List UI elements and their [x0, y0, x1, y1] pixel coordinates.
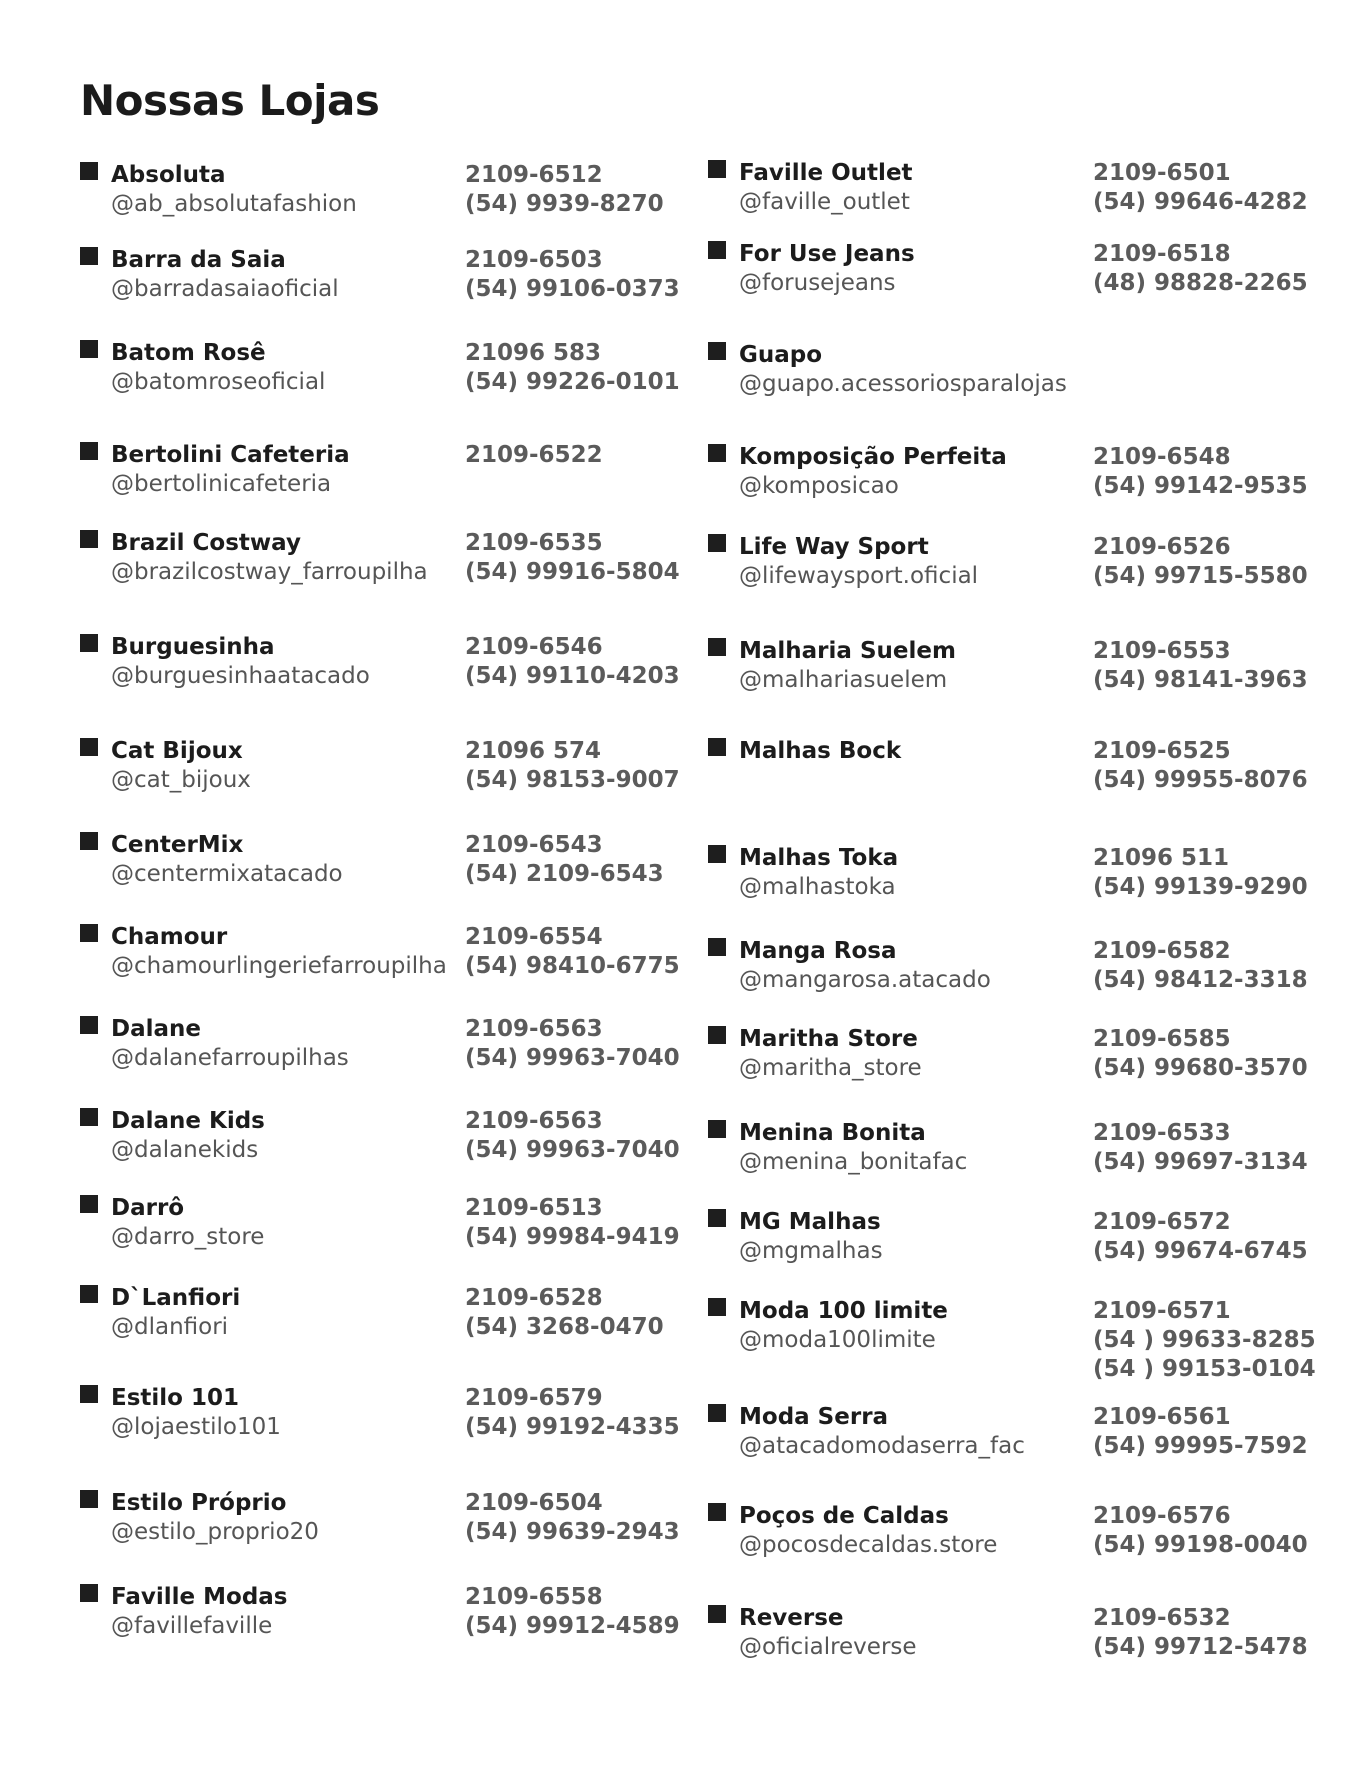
store-phone: (54) 99955-8076	[1093, 767, 1308, 793]
store-instagram-handle: @centermixatacado	[111, 861, 343, 887]
store-instagram-handle: @batomroseoficial	[111, 369, 326, 395]
store-instagram-handle: @darro_store	[111, 1224, 265, 1250]
store-phone: (54) 99995-7592	[1093, 1433, 1308, 1459]
square-bullet-icon	[80, 1195, 98, 1213]
store-phone: 2109-6533	[1093, 1120, 1231, 1146]
store-instagram-handle: @malhariasuelem	[739, 667, 948, 693]
store-phone: (54 ) 99153-0104	[1093, 1356, 1316, 1382]
store-instagram-handle: @pocosdecaldas.store	[739, 1532, 998, 1558]
store-phone: (54) 99963-7040	[465, 1045, 680, 1071]
square-bullet-icon	[708, 1404, 726, 1422]
store-instagram-handle: @cat_bijoux	[111, 767, 251, 793]
store-name: Manga Rosa	[739, 938, 897, 964]
store-instagram-handle: @forusejeans	[739, 270, 896, 296]
square-bullet-icon	[80, 442, 98, 460]
store-phone: (54) 99646-4282	[1093, 189, 1308, 215]
store-name: Faville Outlet	[739, 160, 913, 186]
store-phone: (54) 2109-6543	[465, 861, 664, 887]
store-phone: (54) 99674-6745	[1093, 1238, 1308, 1264]
store-name: Komposição Perfeita	[739, 444, 1007, 470]
store-phone: 2109-6522	[465, 442, 603, 468]
store-instagram-handle: @brazilcostway_farroupilha	[111, 559, 428, 585]
store-name: Cat Bijoux	[111, 738, 243, 764]
store-name: CenterMix	[111, 832, 244, 858]
store-name: Dalane	[111, 1016, 201, 1042]
store-phone: 2109-6532	[1093, 1605, 1231, 1631]
store-phone: (54) 99984-9419	[465, 1224, 680, 1250]
store-name: Estilo 101	[111, 1385, 239, 1411]
store-phone: 2109-6501	[1093, 160, 1231, 186]
store-phone: 2109-6548	[1093, 444, 1231, 470]
store-name: Guapo	[739, 342, 823, 368]
store-phone: 2109-6546	[465, 634, 603, 660]
store-phone: 2109-6526	[1093, 534, 1231, 560]
store-phone: (54) 9939-8270	[465, 191, 664, 217]
page-title: Nossas Lojas	[80, 76, 380, 125]
store-name: Moda 100 limite	[739, 1298, 948, 1324]
store-phone: 2109-6518	[1093, 241, 1231, 267]
store-instagram-handle: @oficialreverse	[739, 1634, 917, 1660]
store-name: Batom Rosê	[111, 340, 266, 366]
store-phone: (54) 98153-9007	[465, 767, 680, 793]
store-phone: 2109-6513	[465, 1195, 603, 1221]
store-phone: (54) 98412-3318	[1093, 967, 1308, 993]
store-phone: (54) 99916-5804	[465, 559, 680, 585]
store-name: Barra da Saia	[111, 247, 286, 273]
store-instagram-handle: @barradasaiaoficial	[111, 276, 339, 302]
store-phone: 2109-6503	[465, 247, 603, 273]
store-phone: 2109-6563	[465, 1108, 603, 1134]
store-name: Brazil Costway	[111, 530, 301, 556]
store-instagram-handle: @maritha_store	[739, 1055, 922, 1081]
square-bullet-icon	[708, 1605, 726, 1623]
store-name: Malhas Toka	[739, 845, 899, 871]
store-name: Estilo Próprio	[111, 1490, 287, 1516]
square-bullet-icon	[708, 845, 726, 863]
square-bullet-icon	[80, 1016, 98, 1034]
store-instagram-handle: @faville_outlet	[739, 189, 910, 215]
store-instagram-handle: @malhastoka	[739, 874, 896, 900]
store-name: Absoluta	[111, 162, 226, 188]
store-phone: 2109-6563	[465, 1016, 603, 1042]
store-instagram-handle: @favillefaville	[111, 1613, 273, 1639]
store-phone: (54) 98141-3963	[1093, 667, 1308, 693]
square-bullet-icon	[80, 530, 98, 548]
square-bullet-icon	[708, 1298, 726, 1316]
store-instagram-handle: @mangarosa.atacado	[739, 967, 991, 993]
store-phone: 21096 574	[465, 738, 602, 764]
square-bullet-icon	[80, 247, 98, 265]
square-bullet-icon	[708, 241, 726, 259]
store-phone: (54) 99198-0040	[1093, 1532, 1308, 1558]
store-phone: (54) 99139-9290	[1093, 874, 1308, 900]
store-instagram-handle: @atacadomodaserra_fac	[739, 1433, 1025, 1459]
store-phone: 2109-6535	[465, 530, 603, 556]
store-instagram-handle: @menina_bonitafac	[739, 1149, 968, 1175]
store-name: Malharia Suelem	[739, 638, 956, 664]
store-name: Menina Bonita	[739, 1120, 926, 1146]
store-instagram-handle: @lojaestilo101	[111, 1414, 281, 1440]
square-bullet-icon	[708, 938, 726, 956]
store-name: MG Malhas	[739, 1209, 881, 1235]
store-instagram-handle: @guapo.acessoriosparalojas	[739, 371, 1067, 397]
store-name: Dalane Kids	[111, 1108, 265, 1134]
square-bullet-icon	[80, 634, 98, 652]
store-phone: 2109-6576	[1093, 1503, 1231, 1529]
store-name: Darrô	[111, 1195, 185, 1221]
store-phone: (54) 99226-0101	[465, 369, 680, 395]
store-instagram-handle: @moda100limite	[739, 1327, 936, 1353]
store-instagram-handle: @komposicao	[739, 473, 899, 499]
store-phone: (54) 99697-3134	[1093, 1149, 1308, 1175]
store-phone: (54) 99106-0373	[465, 276, 680, 302]
square-bullet-icon	[708, 1026, 726, 1044]
store-phone: (54) 99639-2943	[465, 1519, 680, 1545]
store-phone: 2109-6543	[465, 832, 603, 858]
store-phone: (54 ) 99633-8285	[1093, 1327, 1316, 1353]
square-bullet-icon	[708, 1120, 726, 1138]
store-phone: (54) 98410-6775	[465, 953, 680, 979]
square-bullet-icon	[80, 832, 98, 850]
store-name: Burguesinha	[111, 634, 275, 660]
store-name: D`Lanfiori	[111, 1285, 241, 1311]
store-name: Faville Modas	[111, 1584, 288, 1610]
store-phone: 2109-6528	[465, 1285, 603, 1311]
square-bullet-icon	[80, 1584, 98, 1602]
store-phone: (54) 99142-9535	[1093, 473, 1308, 499]
store-phone: (54) 99110-4203	[465, 663, 680, 689]
square-bullet-icon	[80, 1385, 98, 1403]
square-bullet-icon	[708, 1503, 726, 1521]
square-bullet-icon	[708, 738, 726, 756]
store-phone: 2109-6582	[1093, 938, 1231, 964]
store-phone: (54) 99715-5580	[1093, 563, 1308, 589]
store-instagram-handle: @dalanekids	[111, 1137, 259, 1163]
store-name: Bertolini Cafeteria	[111, 442, 350, 468]
store-instagram-handle: @bertolinicafeteria	[111, 471, 332, 497]
store-phone: (54) 99912-4589	[465, 1613, 680, 1639]
square-bullet-icon	[708, 342, 726, 360]
store-phone: (54) 99192-4335	[465, 1414, 680, 1440]
store-name: Reverse	[739, 1605, 844, 1631]
square-bullet-icon	[708, 444, 726, 462]
store-name: Malhas Bock	[739, 738, 902, 764]
square-bullet-icon	[708, 1209, 726, 1227]
store-instagram-handle: @chamourlingeriefarroupilha	[111, 953, 447, 979]
store-phone: (48) 98828-2265	[1093, 270, 1308, 296]
store-name: For Use Jeans	[739, 241, 915, 267]
square-bullet-icon	[80, 1490, 98, 1508]
square-bullet-icon	[80, 738, 98, 756]
store-phone: 2109-6512	[465, 162, 603, 188]
store-phone: 2109-6579	[465, 1385, 603, 1411]
store-phone: (54) 99680-3570	[1093, 1055, 1308, 1081]
square-bullet-icon	[80, 162, 98, 180]
store-phone: 21096 583	[465, 340, 602, 366]
store-phone: 2109-6585	[1093, 1026, 1231, 1052]
store-phone: 2109-6553	[1093, 638, 1231, 664]
store-phone: 2109-6572	[1093, 1209, 1231, 1235]
store-instagram-handle: @mgmalhas	[739, 1238, 883, 1264]
store-instagram-handle: @estilo_proprio20	[111, 1519, 319, 1545]
store-phone: 2109-6558	[465, 1584, 603, 1610]
store-instagram-handle: @dalanefarroupilhas	[111, 1045, 349, 1071]
square-bullet-icon	[80, 924, 98, 942]
square-bullet-icon	[80, 340, 98, 358]
square-bullet-icon	[80, 1285, 98, 1303]
square-bullet-icon	[708, 534, 726, 552]
store-instagram-handle: @lifewaysport.oficial	[739, 563, 979, 589]
store-phone: (54) 3268-0470	[465, 1314, 664, 1340]
store-name: Chamour	[111, 924, 228, 950]
square-bullet-icon	[708, 160, 726, 178]
store-phone: 2109-6525	[1093, 738, 1231, 764]
store-phone: 21096 511	[1093, 845, 1230, 871]
store-phone: 2109-6571	[1093, 1298, 1231, 1324]
store-phone: (54) 99712-5478	[1093, 1634, 1308, 1660]
store-name: Life Way Sport	[739, 534, 929, 560]
store-instagram-handle: @dlanfiori	[111, 1314, 229, 1340]
square-bullet-icon	[80, 1108, 98, 1126]
store-name: Maritha Store	[739, 1026, 918, 1052]
store-instagram-handle: @ab_absolutafashion	[111, 191, 357, 217]
store-name: Moda Serra	[739, 1404, 889, 1430]
store-phone: (54) 99963-7040	[465, 1137, 680, 1163]
store-name: Poços de Caldas	[739, 1503, 949, 1529]
square-bullet-icon	[708, 638, 726, 656]
store-phone: 2109-6554	[465, 924, 603, 950]
store-instagram-handle: @burguesinhaatacado	[111, 663, 370, 689]
store-phone: 2109-6504	[465, 1490, 603, 1516]
store-phone: 2109-6561	[1093, 1404, 1231, 1430]
